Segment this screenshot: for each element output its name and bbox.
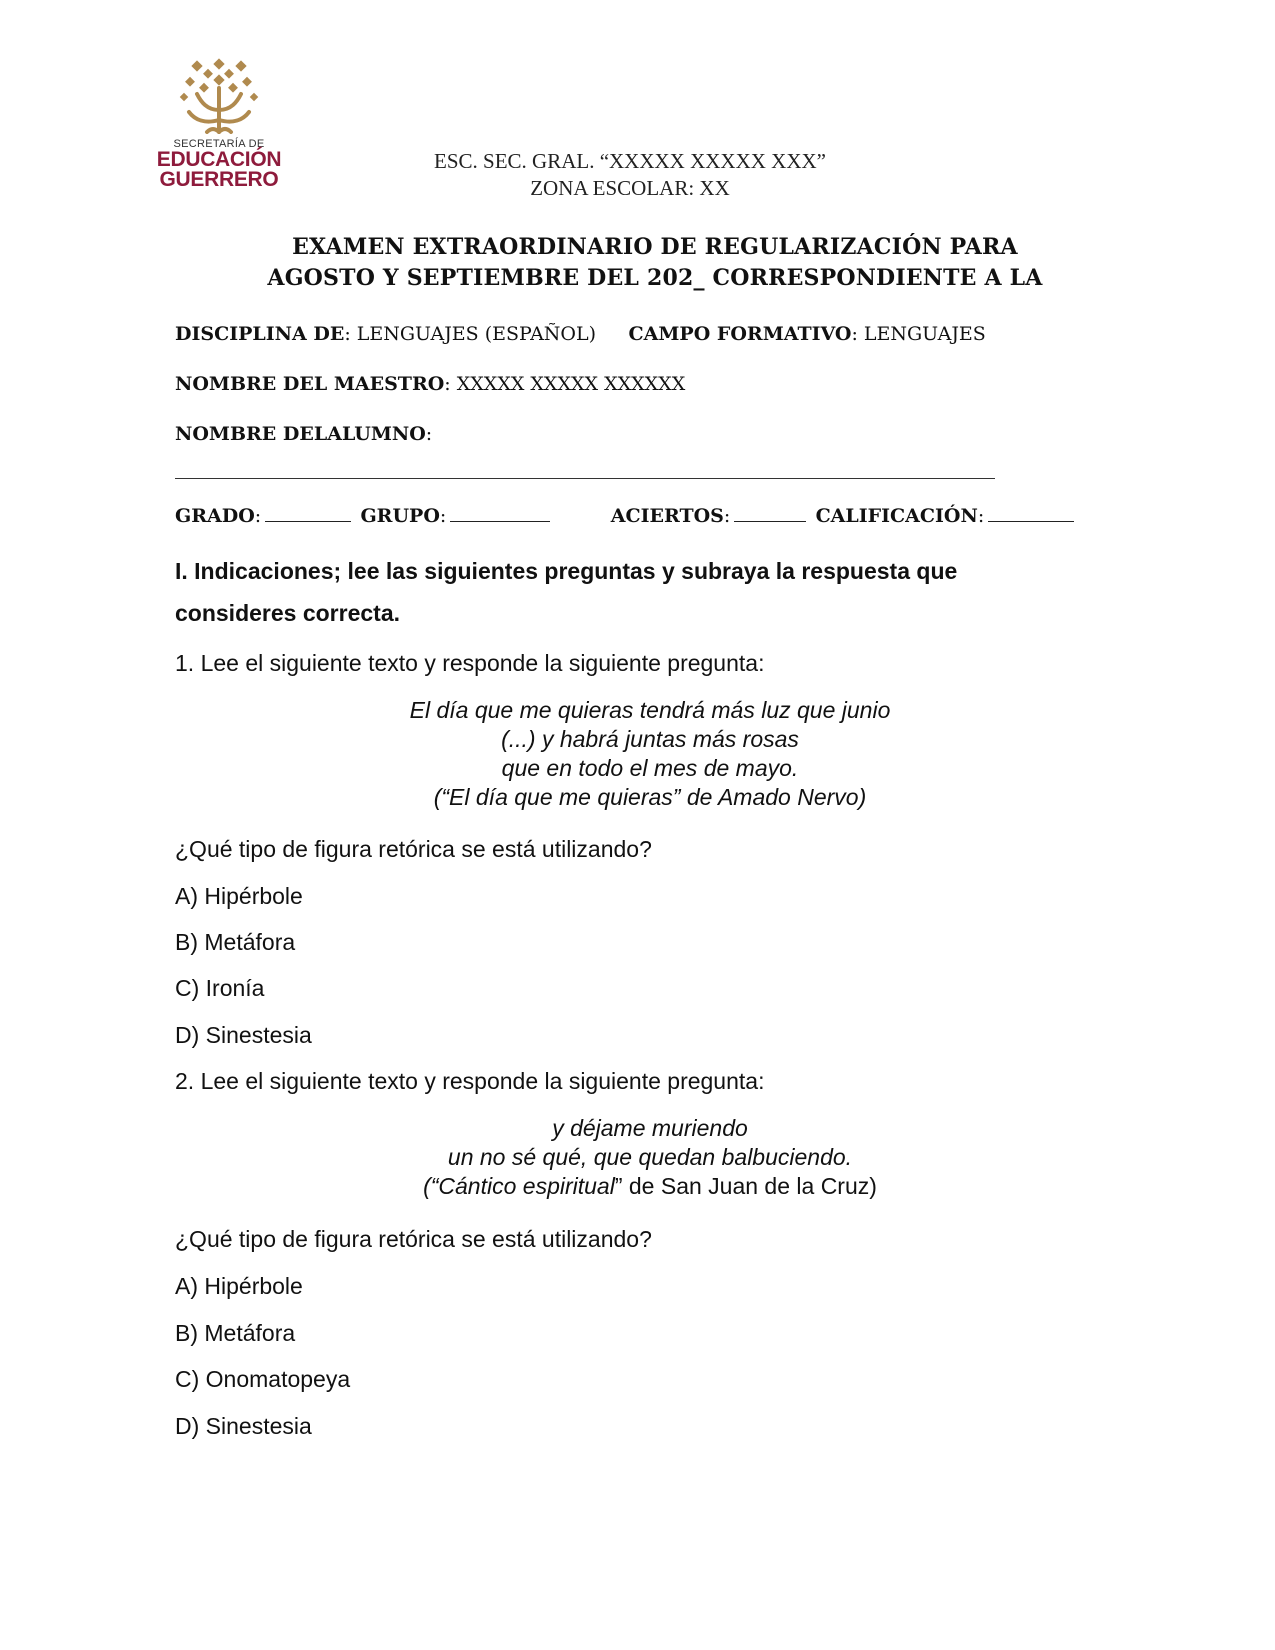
poem-line: que en todo el mes de mayo. bbox=[501, 755, 799, 781]
question-2-option-b[interactable]: B) Metáfora bbox=[175, 1320, 296, 1346]
grado-colon: : bbox=[254, 505, 262, 527]
instructions-line1: I. Indicaciones; lee las siguientes preguntas y subraya la respuesta que bbox=[175, 558, 958, 584]
poem-source: (“El día que me quieras” de Amado Nervo) bbox=[433, 784, 867, 810]
grado-label: GRADO bbox=[175, 505, 255, 527]
question-1-option-b[interactable]: B) Metáfora bbox=[175, 929, 296, 955]
campo-value: : LENGUAJES bbox=[851, 323, 986, 345]
question-1-option-c[interactable]: C) Ironía bbox=[175, 975, 265, 1001]
jaguar-tree-emblem-icon bbox=[177, 58, 261, 134]
school-zone: ZONA ESCOLAR: XX bbox=[530, 176, 730, 200]
campo-label: CAMPO FORMATIVO bbox=[628, 323, 852, 345]
question-1-prompt: 1. Lee el siguiente texto y responde la siguiente pregunta: bbox=[175, 650, 765, 676]
question-1-poem bbox=[300, 696, 1000, 812]
aciertos-label: ACIERTOS bbox=[610, 505, 724, 527]
grupo-colon: : bbox=[439, 505, 447, 527]
poem-source bbox=[300, 1172, 1000, 1201]
aciertos-colon: : bbox=[723, 505, 731, 527]
question-2-option-a[interactable]: A) Hipérbole bbox=[175, 1273, 303, 1299]
question-2-poem bbox=[300, 1114, 1000, 1201]
exam-title-line2: AGOSTO Y SEPTIEMBRE DEL 202_ CORRESPONDIENTE A LA bbox=[267, 265, 1043, 291]
exam-title-line1: EXAMEN EXTRAORDINARIO DE REGULARIZACIÓN PARA bbox=[292, 234, 1018, 260]
calificacion-blank[interactable] bbox=[988, 503, 1074, 522]
question-1-option-d[interactable]: D) Sinestesia bbox=[175, 1022, 312, 1048]
poem-source-author: ” de San Juan de la Cruz) bbox=[614, 1173, 877, 1199]
school-name: ESC. SEC. GRAL. “XXXXX XXXXX XXX” bbox=[434, 149, 826, 173]
question-1-text: ¿Qué tipo de figura retórica se está utilizando? bbox=[175, 836, 652, 862]
grado-blank[interactable] bbox=[265, 503, 351, 522]
alumno-value: : bbox=[425, 423, 433, 445]
logo-guerrero-text: GUERRERO bbox=[159, 168, 279, 191]
poem-source-title: (“Cántico espiritual bbox=[423, 1173, 615, 1199]
disciplina-value: : LENGUAJES (ESPAÑOL) bbox=[344, 323, 597, 345]
alumno-row bbox=[175, 421, 432, 446]
school-header bbox=[400, 148, 860, 202]
logo-secretaria-text: SECRETARÍA DE bbox=[173, 138, 265, 150]
aciertos-blank[interactable] bbox=[734, 503, 806, 522]
maestro-value: : XXXXX XXXXX XXXXXX bbox=[444, 373, 686, 395]
question-2-prompt: 2. Lee el siguiente texto y responde la siguiente pregunta: bbox=[175, 1068, 765, 1094]
exam-title bbox=[170, 232, 1140, 294]
scores-row bbox=[175, 503, 1078, 528]
question-2-text: ¿Qué tipo de figura retórica se está utilizando? bbox=[175, 1226, 652, 1252]
disciplina-row bbox=[175, 321, 986, 346]
instructions-line2: consideres correcta. bbox=[175, 600, 401, 626]
poem-line: El día que me quieras tendrá más luz que junio bbox=[409, 697, 891, 723]
question-2-option-d[interactable]: D) Sinestesia bbox=[175, 1413, 312, 1439]
poem-line: y déjame muriendo bbox=[552, 1115, 748, 1141]
grupo-label: GRUPO bbox=[360, 505, 440, 527]
alumno-label: NOMBRE DELALUMNO bbox=[175, 423, 426, 445]
poem-line: (...) y habrá juntas más rosas bbox=[501, 726, 799, 752]
maestro-label: NOMBRE DEL MAESTRO bbox=[175, 373, 445, 395]
disciplina-label: DISCIPLINA DE bbox=[175, 323, 345, 345]
calificacion-colon: : bbox=[977, 505, 985, 527]
logo-educacion-text: EDUCACIÓN bbox=[156, 148, 282, 171]
instructions bbox=[175, 550, 1075, 634]
secretaria-logo bbox=[155, 58, 283, 208]
grupo-blank[interactable] bbox=[450, 503, 550, 522]
maestro-row bbox=[175, 371, 685, 396]
calificacion-label: CALIFICACIÓN bbox=[815, 505, 978, 527]
poem-line: un no sé qué, que quedan balbuciendo. bbox=[447, 1144, 853, 1170]
alumno-name-line[interactable] bbox=[175, 478, 995, 479]
question-1-option-a[interactable]: A) Hipérbole bbox=[175, 883, 303, 909]
question-2-option-c[interactable]: C) Onomatopeya bbox=[175, 1366, 351, 1392]
